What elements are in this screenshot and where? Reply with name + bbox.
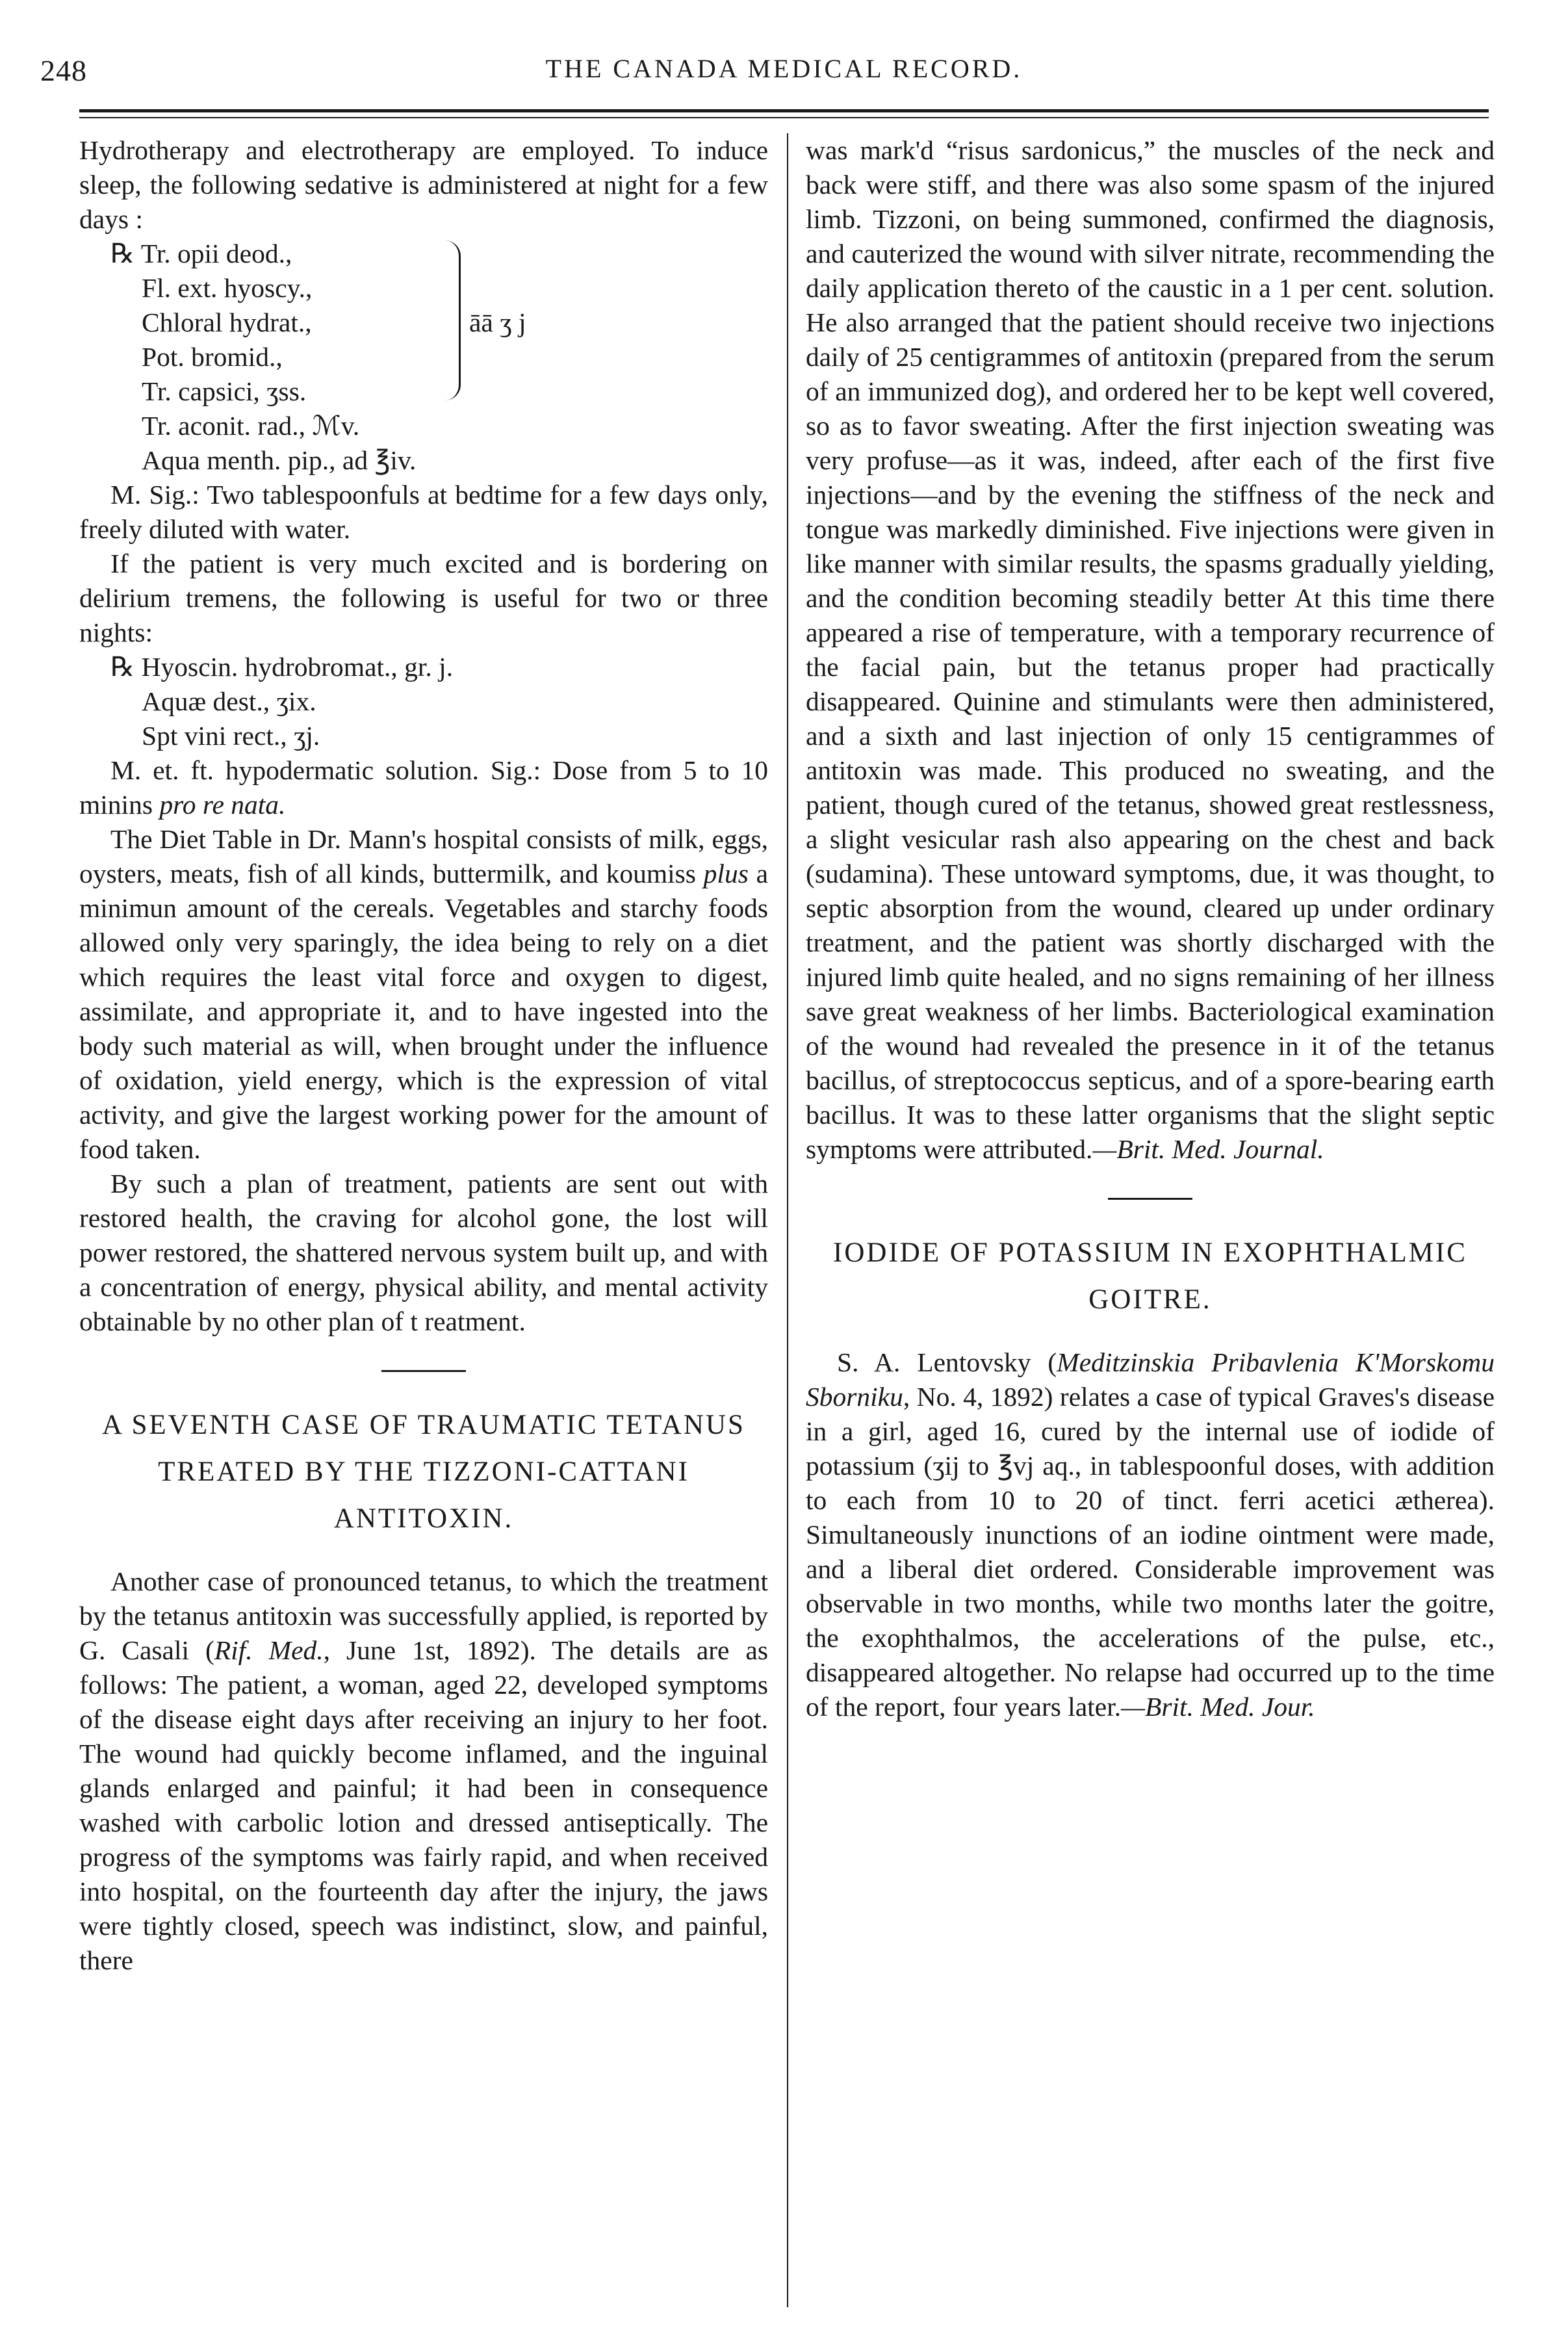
prescription-line: Chloral hydrat.,	[142, 307, 312, 337]
article-heading: A SEVENTH CASE OF TRAUMATIC TETANUS TREATED BY THE TIZZONI-CATTANI ANTITOXIN.	[102, 1410, 745, 1534]
citation: —Brit. Med. Jour.	[1121, 1692, 1315, 1722]
prescription-line: Aquæ dest., ʒix.	[142, 686, 316, 716]
paragraph: By such a plan of treatment, patients are sent out with restored health, the craving for alcohol gone, the lost will power restored, the shattered nervous system built up, and with a concentration of energy, physical ability, and mental activity obtainable by no other plan of t reatment.	[79, 1169, 768, 1336]
prescription-sedative	[79, 237, 768, 478]
text-run: The Diet Table in Dr. Mann's hospital consists of milk, eggs, oysters, meats, fish of all kinds, buttermilk, and koumiss	[79, 824, 768, 888]
article-heading: IODIDE OF POTASSIUM IN EXOPHTHALMIC GOITRE.	[833, 1237, 1467, 1315]
prescription-line: ℞ Hyoscin. hydrobromat., gr. j.	[110, 652, 454, 682]
italic-text: plus	[703, 859, 749, 888]
prescription-line: Spt vini rect., ʒj.	[142, 721, 320, 751]
paragraph	[79, 822, 768, 1167]
prescription-line: Fl. ext. hyoscy.,	[142, 273, 313, 303]
prescription-line: Tr. aconit. rad., ℳv.	[142, 411, 360, 441]
section-separator	[1108, 1198, 1192, 1200]
paragraph: If the patient is very much excited and is bordering on delirium tremens, the following is useful for two or three nights:	[79, 549, 768, 647]
text-run: was mark'd “risus sardonicus,” the muscles of the neck and back were stiff, and there was also some spasm of the injured limb. Tizzoni, on being summoned, confirmed the diagnosis, and cauterized the wound with silver nitrate, recommending the daily application thereto of the caustic in a 1 per cent. solution. He also arranged that the patient should receive two injections daily of 25 centigrammes of antitoxin (prepared from the serum of an immunized dog), and ordered her to be kept well covered, so as to favor sweating. After the first injection sweating was very profuse—as it was, indeed, after each of the first five injections—and by the evening the stiffness of the neck and tongue was markedly diminished. Five injections were given in like manner with similar results, the spasms gradually yielding, and the condition becoming steadily better At this time there appeared a rise of temperature, with a temporary recurrence of the facial pain, but the tetanus proper had practically disappeared. Quinine and stimulants were then administered, and a sixth and last injection of only 15 centigrammes of antitoxin was made. This produced no sweating, and the patient, though cured of the tetanus, showed great restlessness, a slight vesicular rash also appearing on the chest and back (sudamina). These untoward symptoms, due, it was thought, to septic absorption from the wound, cleared up under ordinary treatment, and the patient was shortly discharged with the injured limb quite healed, and no signs remaining of her illness save great weakness of her limbs. Bacteriological examination of the wound had revealed the presence in it of the tetanus bacillus, of streptococcus septicus, and of a spore-bearing earth bacillus. It was to these latter organisms that the slight septic symptoms were attributed.	[806, 135, 1495, 1164]
paragraph: Hydrotherapy and electrotherapy are employed. To induce sleep, the following sedative is administered at night for a few days :	[79, 135, 768, 234]
paragraph	[806, 133, 1495, 1167]
paragraph	[79, 1564, 768, 1978]
right-column	[806, 133, 1495, 2317]
brace-mark	[443, 240, 461, 400]
paragraph	[806, 1345, 1495, 1724]
left-column	[79, 133, 768, 2317]
text-run: a minimun amount of the cereals. Vegetables and starchy foods allowed only very sparingly, the idea being to rely on a diet which requires the least vital force and oxygen to digest, assimilate, and appropriate it, and to have ingested into the body such material as will, when brought under the influence of oxidation, yield energy, which is the expression of vital activity, and give the largest working power for the amount of food taken.	[79, 859, 768, 1164]
paragraph	[79, 753, 768, 822]
prescription-line: Tr. capsici, ʒss.	[142, 376, 307, 406]
italic-text: Rif. Med.	[214, 1635, 324, 1665]
column-divider	[787, 133, 788, 2307]
prescription-hypodermic	[79, 650, 768, 753]
prescription-line: Aqua menth. pip., ad ℥iv.	[142, 445, 417, 475]
text-run: , June 1st, 1892). The details are as follows: The patient, a woman, aged 22, developed symptoms of the disease eight days after receiving an injury to her foot. The wound had quickly become inflamed, and the inguinal glands enlarged and painful; it had been in consequence washed with carbolic lotion and dressed antiseptically. The progress of the symptoms was fairly rapid, and when received into hospital, on the fourteenth day after the injury, the jaws were tightly closed, speech was indistinct, slow, and painful, there	[79, 1635, 768, 1975]
prescription-dose: āā ʒ j	[469, 307, 526, 337]
text-run: Another case of pronounced tetanus, to which the treatment by the tetanus antitoxin was successfully applied, is reported by G. Casali (	[79, 1566, 768, 1665]
section-separator	[381, 1370, 466, 1372]
text-run: S. A. Lentovsky (	[837, 1347, 1057, 1377]
header-rule-thin	[79, 117, 1489, 118]
running-head: THE CANADA MEDICAL RECORD.	[545, 54, 1023, 83]
page-number: 248	[40, 54, 87, 87]
paragraph: M. Sig.: Two tablespoonfuls at bedtime for a few days only, freely diluted with water.	[79, 480, 768, 544]
citation: —Brit. Med. Journal.	[1092, 1134, 1324, 1164]
italic-text: pro re nata.	[159, 790, 286, 820]
header-rule-thick	[79, 109, 1489, 112]
italic-text: Meditzinskia Pribavlenia K'Morskomu Sborniku	[806, 1347, 1495, 1412]
text-run: M. et. ft. hypodermatic solution. Sig.: Dose from 5 to 10 minins	[79, 755, 768, 820]
prescription-line: ℞ Tr. opii deod.,	[110, 239, 292, 268]
prescription-line: Pot. bromid.,	[142, 342, 283, 372]
text-run: , No. 4, 1892) relates a case of typical Graves's disease in a girl, aged 16, cured by the internal use of iodide of potassium (ʒij to ℥vj aq., in tablespoonful doses, with addition to each from 10 to 20 of tinct. ferri acetici ætherea). Simultaneously inunctions of an iodine ointment were made, and a liberal diet ordered. Considerable improvement was observable in two months, while two months later the goitre, the exophthalmos, the accelerations of the pulse, etc., disappeared altogether. No relapse had occurred up to the time of the report, four years later.	[806, 1382, 1495, 1722]
